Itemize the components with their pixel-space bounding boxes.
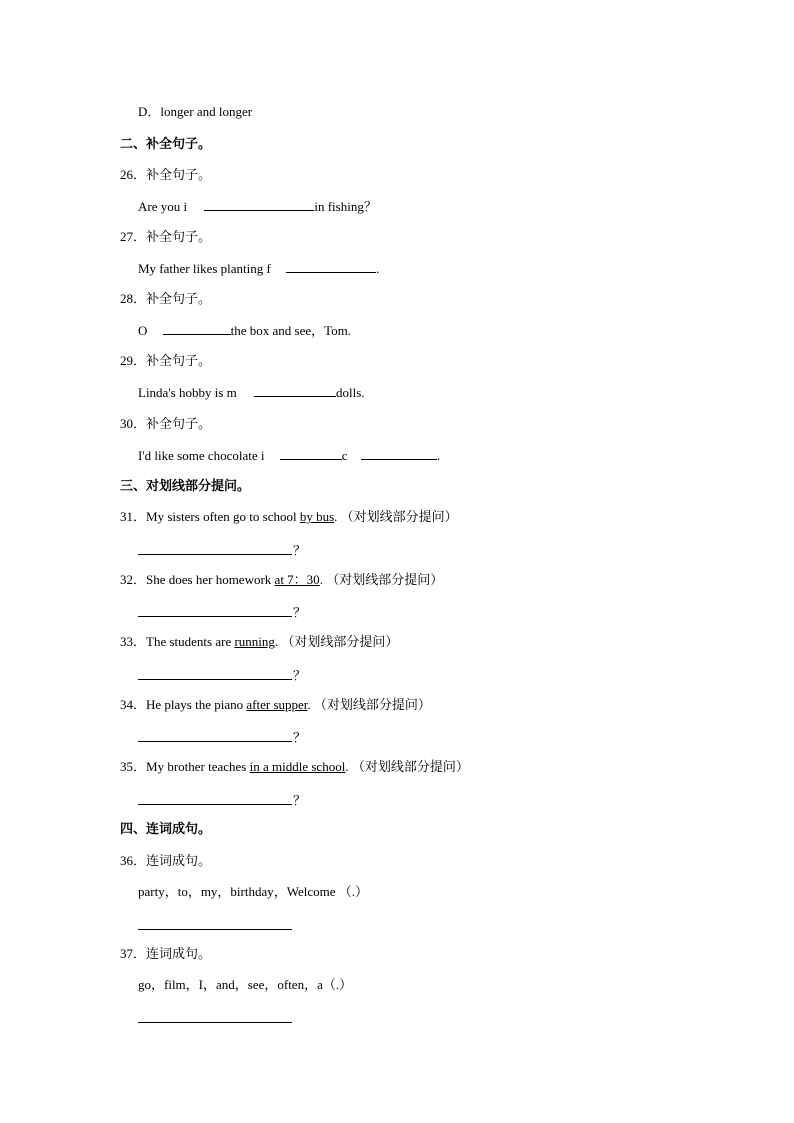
- question-29-sentence: [138, 384, 365, 401]
- q29-post: dolls.: [336, 385, 365, 400]
- q28-pre: O: [138, 323, 148, 338]
- section-3-title: 三、对划线部分提问。: [120, 478, 251, 493]
- question-26-sentence: [138, 198, 377, 215]
- q29-blank[interactable]: [254, 384, 336, 397]
- q35-number: 35．: [120, 759, 147, 774]
- q31-pre: My sisters often go to school: [146, 509, 300, 524]
- q31-question-mark: ？: [293, 543, 307, 558]
- q32-number: 32．: [120, 572, 147, 587]
- q26-post: in fishing？: [314, 199, 377, 214]
- q30-post: .: [436, 448, 441, 463]
- question-29-number: 29．补全句子。: [120, 353, 212, 368]
- q34-number: 34．: [120, 697, 147, 712]
- question-31: [120, 509, 458, 525]
- q33-pre: The students are: [146, 634, 235, 649]
- q32-underlined: at 7：30: [274, 572, 320, 587]
- question-33: [120, 634, 398, 650]
- q37-answer-line[interactable]: [138, 1022, 292, 1023]
- question-28-sentence: [138, 322, 351, 339]
- q33-underlined: running: [234, 634, 275, 649]
- section-2-title: 二、补全句子。: [120, 136, 212, 151]
- q32-pre: She does her homework: [146, 572, 275, 587]
- q32-answer-line[interactable]: [138, 616, 292, 617]
- q35-question-mark: ？: [293, 793, 307, 808]
- q34-answer-line[interactable]: [138, 741, 292, 742]
- question-34: [120, 697, 431, 713]
- q35-answer-line[interactable]: [138, 804, 292, 805]
- question-30-number: 30．补全句子。: [120, 416, 212, 431]
- question-37-words: go，film，I，and，see，often，a（.）: [138, 977, 353, 992]
- q32-post: . （对划线部分提问）: [319, 572, 444, 587]
- q26-pre: Are you i: [138, 199, 188, 214]
- q34-post: . （对划线部分提问）: [307, 697, 431, 712]
- q34-pre: He plays the piano: [146, 697, 247, 712]
- q30-blank-2[interactable]: [361, 447, 437, 460]
- question-26-number: 26．补全句子。: [120, 167, 212, 182]
- question-30-sentence: [138, 447, 440, 464]
- q28-blank[interactable]: [163, 322, 231, 335]
- q31-answer-line[interactable]: [138, 554, 292, 555]
- q28-post: the box and see，Tom.: [230, 323, 352, 338]
- question-27-sentence: [138, 260, 379, 277]
- q27-post: .: [376, 261, 380, 276]
- q29-pre: Linda's hobby is m: [138, 385, 237, 400]
- q33-post: . （对划线部分提问）: [274, 634, 399, 649]
- question-37-number: 37．连词成句。: [120, 946, 212, 961]
- q27-pre: My father likes planting f: [138, 261, 271, 276]
- q35-underlined: in a middle school: [249, 759, 346, 774]
- q33-question-mark: ？: [293, 668, 307, 683]
- q32-question-mark: ？: [293, 605, 307, 620]
- q33-number: 33．: [120, 634, 147, 649]
- q36-answer-line[interactable]: [138, 929, 292, 930]
- q30-blank-1[interactable]: [280, 447, 342, 460]
- q26-blank[interactable]: [204, 198, 314, 211]
- question-36-number: 36．连词成句。: [120, 853, 212, 868]
- q35-post: . （对划线部分提问）: [345, 759, 469, 774]
- q30-mid: c: [341, 448, 348, 463]
- q33-answer-line[interactable]: [138, 679, 292, 680]
- q31-underlined: by bus: [299, 509, 335, 524]
- q35-pre: My brother teaches: [146, 759, 250, 774]
- q31-number: 31．: [120, 509, 147, 524]
- question-27-number: 27．补全句子。: [120, 229, 212, 244]
- question-32: [120, 572, 443, 588]
- question-35: [120, 759, 469, 775]
- option-d: D．longer and longer: [138, 104, 253, 119]
- q34-question-mark: ？: [293, 730, 307, 745]
- q34-underlined: after supper: [246, 697, 308, 712]
- q30-pre: I'd like some chocolate i: [138, 448, 265, 463]
- question-28-number: 28．补全句子。: [120, 291, 212, 306]
- question-36-words: party，to，my，birthday，Welcome （.）: [138, 884, 369, 899]
- q27-blank[interactable]: [286, 260, 376, 273]
- section-4-title: 四、连词成句。: [120, 821, 212, 836]
- q31-post: . （对划线部分提问）: [334, 509, 458, 524]
